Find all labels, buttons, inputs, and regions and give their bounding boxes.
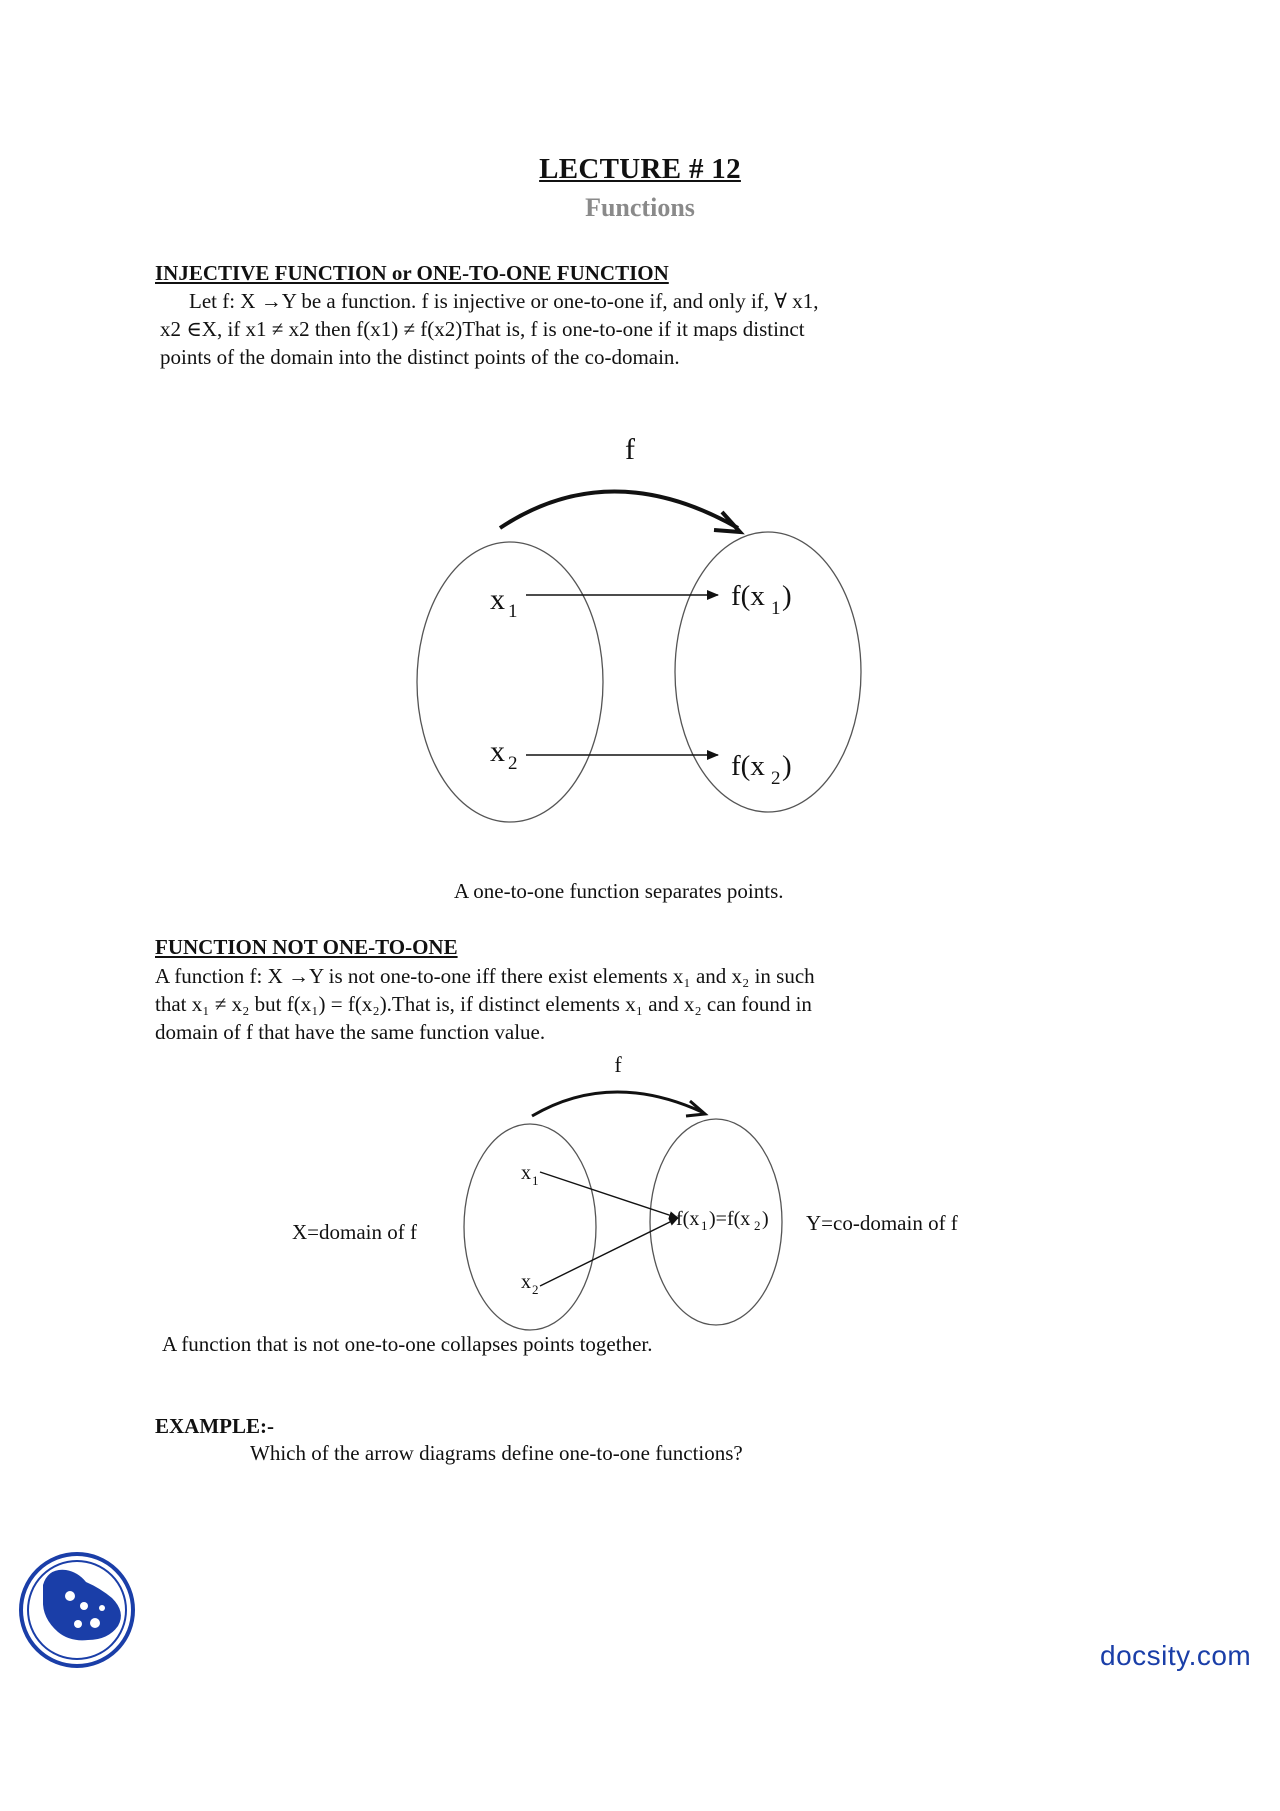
caption-one-to-one: A one-to-one function separates points. (454, 879, 784, 903)
svg-text:x: x (521, 1162, 531, 1184)
not-one-to-one-line-3: domain of f that have the same function value. (155, 1020, 546, 1044)
domain-ellipse-2 (464, 1124, 596, 1330)
domain-point-x1 (490, 583, 518, 622)
caption-not-one-to-one: A function that is not one-to-one collapses points together. (162, 1332, 653, 1356)
docsity-brand-link[interactable]: docsity.com (1100, 1640, 1252, 1671)
svg-text:2: 2 (771, 768, 781, 789)
mapping-arrow-x2-2 (540, 1218, 678, 1286)
not-one-to-one-line-2: that x₁ ≠ x₂ but f(x₁) = f(x₂).That is, if distinct elements x₁ and x₂ can found in (155, 992, 812, 1016)
svg-text:2: 2 (754, 1218, 761, 1233)
domain-point-x1-2 (521, 1162, 539, 1188)
injective-definition-line-2: x2 ∈X, if x1 ≠ x2 then f(x1) ≠ f(x2)That is, f is one-to-one if it maps distinct (160, 317, 805, 341)
svg-text:f(x: f(x (731, 580, 765, 612)
codomain-ellipse (675, 532, 861, 812)
svg-text:2: 2 (508, 753, 518, 774)
injective-definition-line-1: Let f: X →Y be a function. f is injective or one-to-one if, and only if, ∀ x1, (189, 289, 819, 313)
not-one-to-one-line-1: A function f: X →Y is not one-to-one iff there exist elements x₁ and x₂ in such (155, 964, 815, 988)
svg-text:2: 2 (532, 1282, 539, 1297)
svg-text:1: 1 (508, 601, 518, 622)
section-heading-injective: INJECTIVE FUNCTION or ONE-TO-ONE FUNCTION (155, 261, 669, 285)
domain-ellipse (417, 542, 603, 822)
svg-text:x: x (490, 735, 505, 768)
function-curve-arrow-2 (532, 1092, 702, 1116)
domain-label: X=domain of f (292, 1220, 417, 1244)
section-heading-not-one-to-one: FUNCTION NOT ONE-TO-ONE (155, 935, 458, 959)
mapping-arrow-x1-2 (540, 1172, 678, 1218)
lecture-subtitle: Functions (585, 193, 695, 222)
svg-text:1: 1 (532, 1173, 539, 1188)
svg-text:): ) (762, 1208, 769, 1230)
example-heading: EXAMPLE:- (155, 1414, 274, 1438)
svg-text:)=f(x: )=f(x (709, 1208, 751, 1230)
svg-text:f(x: f(x (731, 750, 765, 782)
svg-text:x: x (490, 583, 505, 616)
svg-text:): ) (782, 750, 792, 782)
injective-definition-line-3: points of the domain into the distinct points of the co-domain. (160, 345, 680, 369)
codomain-point-fx1 (731, 580, 792, 619)
example-question: Which of the arrow diagrams define one-to-one functions? (250, 1441, 743, 1465)
function-label-f: f (625, 433, 635, 466)
codomain-point-fx2 (731, 750, 792, 789)
domain-point-x2 (490, 735, 518, 774)
function-label-f-2: f (614, 1052, 622, 1077)
docsity-logo-icon (21, 1554, 133, 1666)
codomain-label: Y=co-domain of f (806, 1211, 958, 1235)
lecture-title: LECTURE # 12 (539, 153, 741, 185)
svg-text:f(x: f(x (676, 1208, 700, 1230)
codomain-point-fx1-eq-fx2 (676, 1208, 769, 1233)
svg-text:1: 1 (701, 1218, 708, 1233)
domain-point-x2-2 (521, 1271, 539, 1297)
svg-text:1: 1 (771, 598, 781, 619)
svg-text:): ) (782, 580, 792, 612)
svg-text:x: x (521, 1271, 531, 1293)
function-curve-arrow (500, 492, 738, 529)
